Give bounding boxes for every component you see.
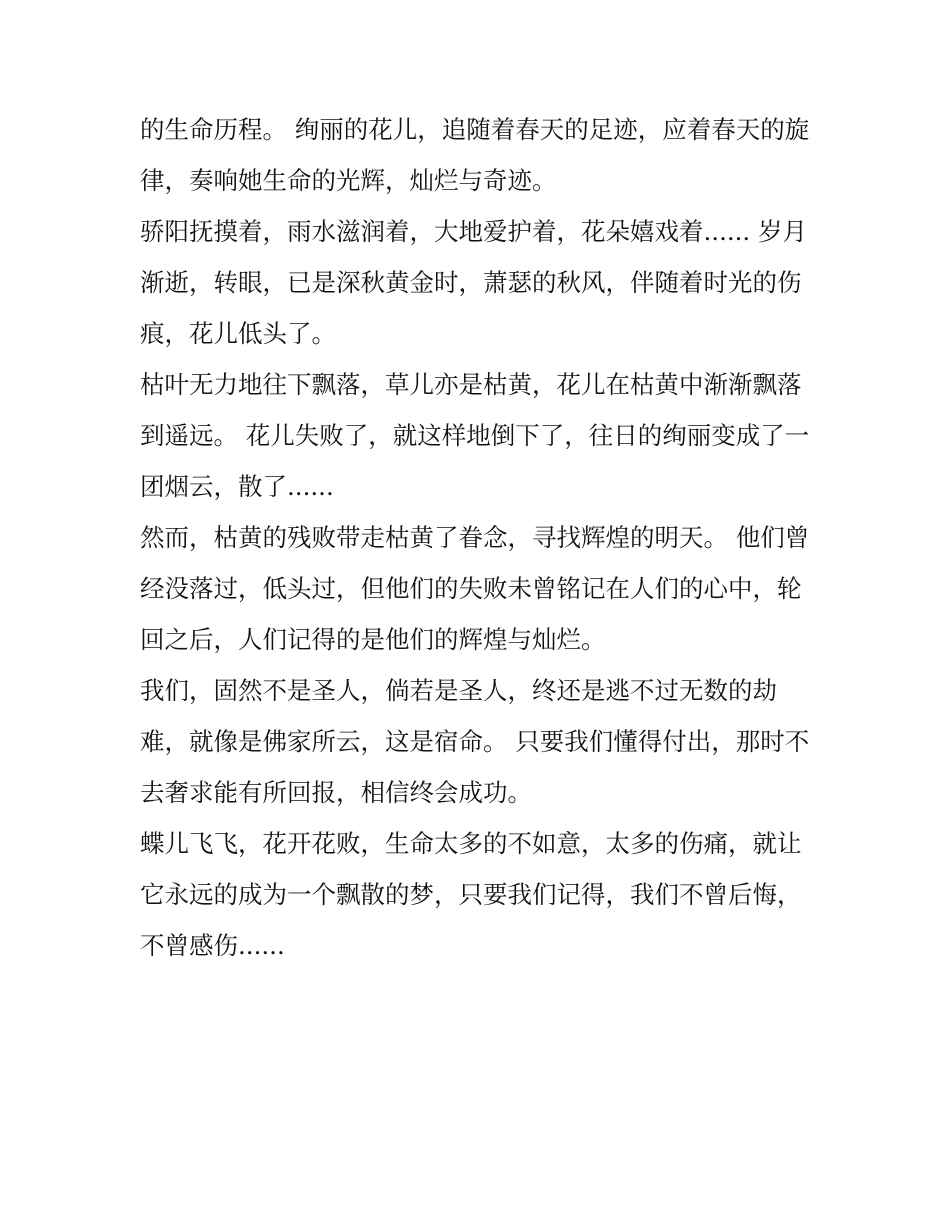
paragraph-6: 蝶儿飞飞，花开花败，生命太多的不如意，太多的伤痛，就让它永远的成为一个飘散的梦，只要我们记得，我们不曾后悔，不曾感伤...... xyxy=(140,829,802,960)
paragraph-2: 骄阳抚摸着，雨水滋润着，大地爱护着，花朵嬉戏着...... 岁月渐逝，转眼，已是深秋黄金时，萧瑟的秋风，伴随着时光的伤痕，花儿低头了。 xyxy=(140,217,808,348)
paragraph-5: 我们，固然不是圣人，倘若是圣人，终还是逃不过无数的劫难，就像是佛家所云，这是宿命。 只要我们懂得付出，那时不去奢求能有所回报，相信终会成功。 xyxy=(140,676,810,807)
document-body xyxy=(140,104,820,971)
paragraph-1: 的生命历程。 绚丽的花儿，追随着春天的足迹，应着春天的旋律，奏响她生命的光辉，灿烂与奇迹。 xyxy=(140,115,810,195)
paragraph-4: 然而，枯黄的残败带走枯黄了眷念，寻找辉煌的明天。 他们曾经没落过，低头过，但他们的失败未曾铭记在人们的心中，轮回之后，人们记得的是他们的辉煌与灿烂。 xyxy=(140,523,810,654)
paragraph-3: 枯叶无力地往下飘落，草儿亦是枯黄，花儿在枯黄中渐渐飘落到遥远。 花儿失败了，就这样地倒下了，往日的绚丽变成了一团烟云，散了...... xyxy=(140,370,810,501)
